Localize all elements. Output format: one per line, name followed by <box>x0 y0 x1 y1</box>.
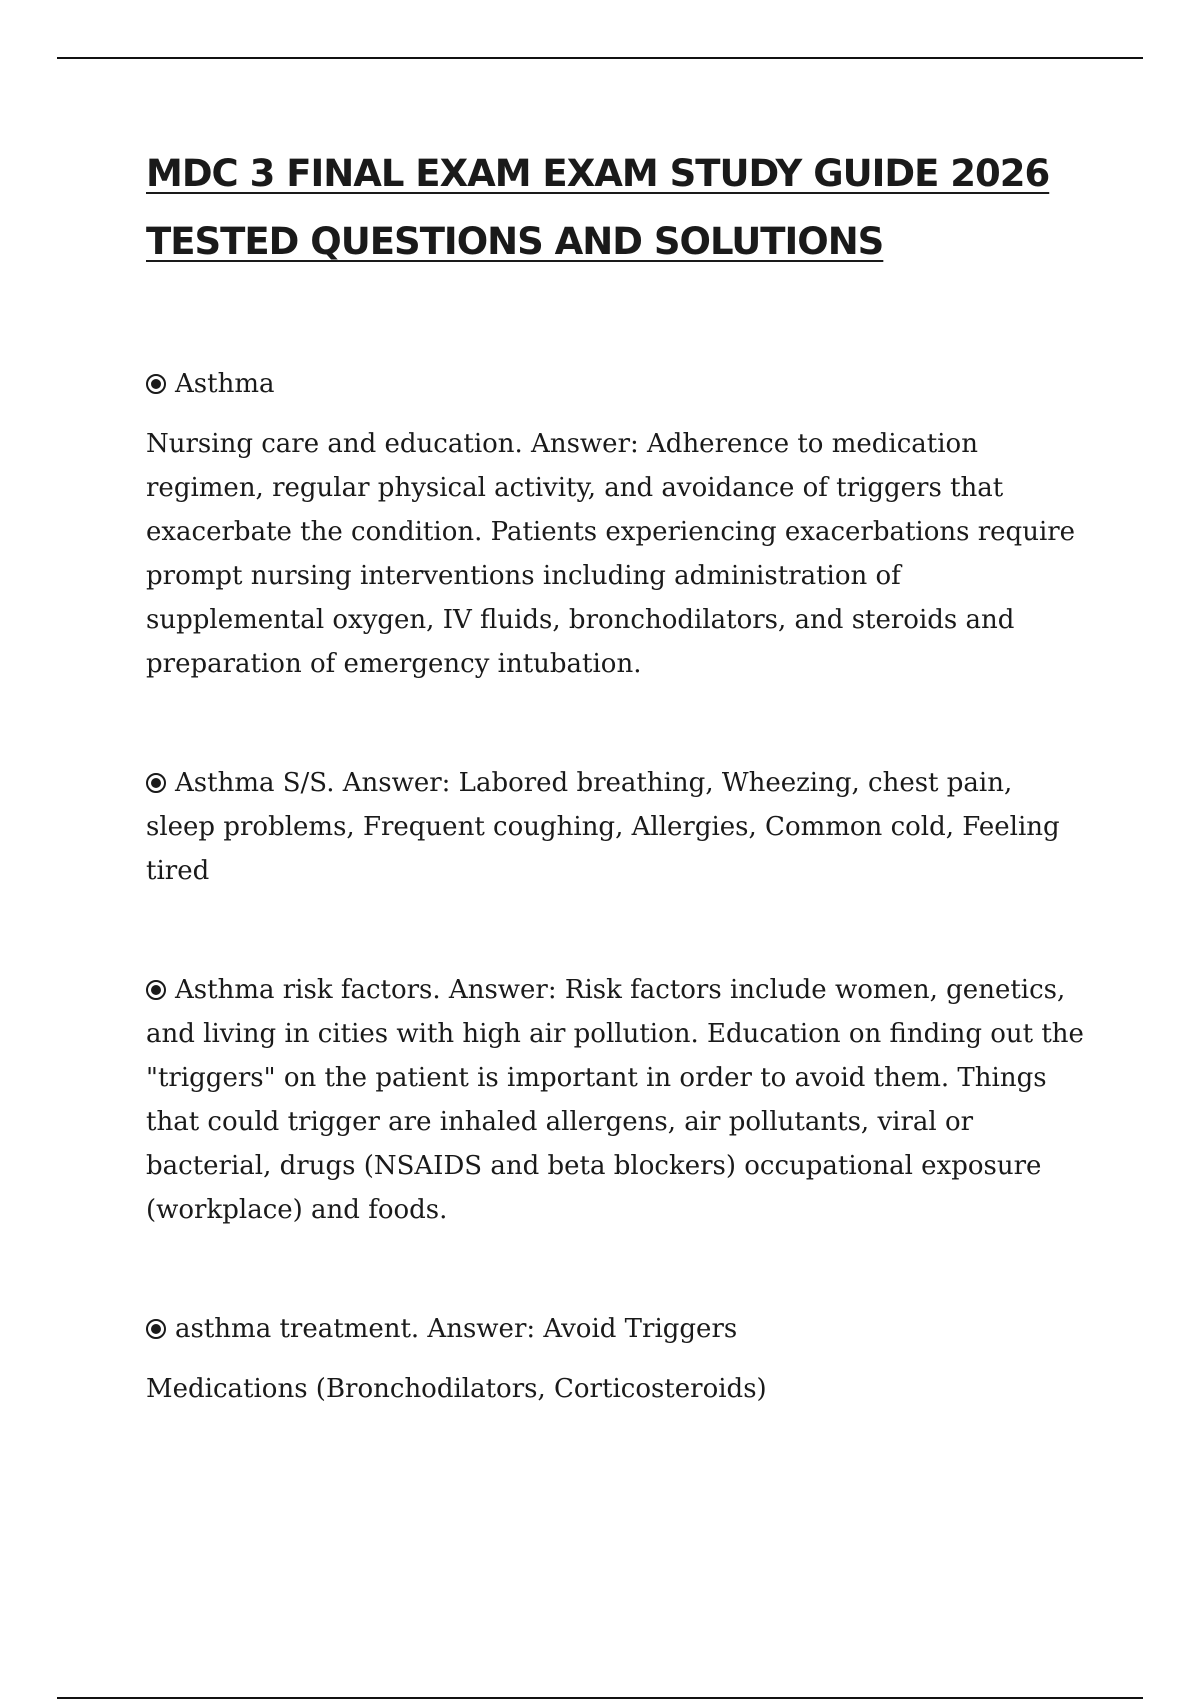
document-page <box>146 140 1086 1411</box>
entry-heading <box>146 761 1086 893</box>
entry-asthma-risk-factors <box>146 968 1086 1232</box>
entry-asthma-signs-symptoms <box>146 761 1086 893</box>
bottom-rule <box>57 1697 1143 1699</box>
entry-heading <box>146 362 1086 406</box>
document-title: MDC 3 FINAL EXAM EXAM STUDY GUIDE 2026 TESTED QUESTIONS AND SOLUTIONS <box>146 152 1050 263</box>
fisheye-bullet-icon <box>146 1319 166 1339</box>
entry-list <box>146 362 1086 1411</box>
entry-body: Nursing care and education. Answer: Adherence to medication regimen, regular physical activity, and avoidance of triggers that exacerbate the condition. Patients experiencing exacerbations require prompt nursing interventions including administration of supplemental oxygen, IV fluids, bronchodilators, and steroids and preparation of emergency intubation. <box>146 429 1076 679</box>
entry-heading <box>146 1307 1086 1351</box>
entry-asthma-treatment <box>146 1307 1086 1411</box>
fisheye-bullet-icon <box>146 374 166 394</box>
entry-heading <box>146 968 1086 1232</box>
entry-heading-text: Asthma risk factors. Answer: Risk factors include women, genetics, and living in cities with high air pollution. Education on finding out the "triggers" on the patient is important in order to avoid them. Things that could trigger are inhaled allergens, air pollutants, viral or bacterial, drugs (NSAIDS and beta blockers) occupational exposure (workplace) and foods. <box>146 975 1084 1225</box>
entry-body: Medications (Bronchodilators, Corticosteroids) <box>146 1374 767 1404</box>
fisheye-bullet-icon <box>146 980 166 1000</box>
entry-heading-text: Asthma <box>175 369 275 399</box>
entry-heading-text: Asthma S/S. Answer: Labored breathing, Wheezing, chest pain, sleep problems, Frequent coughing, Allergies, Common cold, Feeling tired <box>146 768 1060 886</box>
top-rule <box>57 57 1143 59</box>
entry-heading-text: asthma treatment. Answer: Avoid Triggers <box>175 1314 738 1344</box>
entry-asthma <box>146 362 1086 686</box>
fisheye-bullet-icon <box>146 773 166 793</box>
